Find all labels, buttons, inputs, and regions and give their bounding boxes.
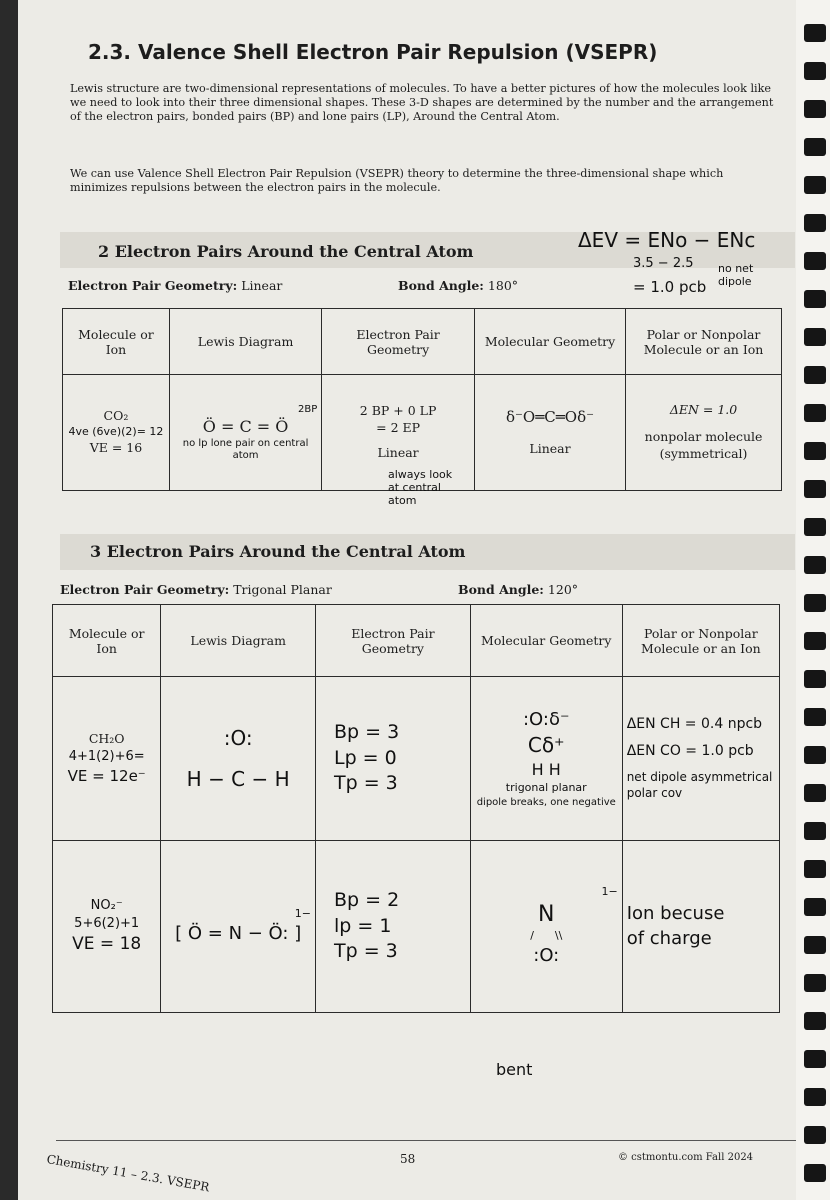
binding-ring [804, 328, 826, 346]
binding-ring [804, 708, 826, 726]
header-lewis: Lewis Diagram [161, 605, 316, 677]
binding-ring [804, 860, 826, 878]
cell-lewis: 1− [ Ö = N − Ö: ] [161, 841, 316, 1013]
binding-ring [804, 518, 826, 536]
binding-ring [804, 974, 826, 992]
workbook-page [18, 0, 798, 1200]
cell-mol-geometry: 1− N / \\ :O: [470, 841, 622, 1013]
section2-title: 2 Electron Pairs Around the Central Atom [98, 242, 474, 261]
cell-lewis: 2BP Ö = C = Ö no lp lone pair on central atom [169, 375, 321, 491]
intro-paragraph-1: Lewis structure are two-dimensional representations of molecules. To have a better pictures of how the molecules look like we need to look into their three dimensional shapes. These 3-D shapes are determined by the number and the arrangement of the electron pairs, bonded pairs (BP) and lone pairs (LP), Around the Central Atom. [70, 82, 774, 123]
section2-table [62, 308, 782, 491]
footer-page-number: 58 [400, 1152, 416, 1166]
annot-calc: 3.5 − 2.5 [633, 256, 694, 271]
header-mol-geometry: Molecular Geometry [474, 309, 625, 375]
section3-table [52, 604, 780, 1013]
binding-ring [804, 670, 826, 688]
header-molecule: Molecule or Ion [53, 605, 161, 677]
section3-row-no2 [53, 841, 780, 1013]
binding-ring [804, 556, 826, 574]
header-ep-geometry: Electron Pair Geometry [315, 605, 470, 677]
header-mol-geometry: Molecular Geometry [470, 605, 622, 677]
binding-ring [804, 442, 826, 460]
annot-bent: bent [496, 1060, 533, 1079]
section2-header-row [63, 309, 782, 375]
footer-divider [56, 1140, 796, 1141]
spiral-binding [796, 0, 830, 1200]
section3-title: 3 Electron Pairs Around the Central Atom [90, 542, 466, 561]
cell-ep-geometry: Bp = 3 Lp = 0 Tp = 3 [315, 677, 470, 841]
binding-ring [804, 1012, 826, 1030]
annot-delta-ev: ΔEV = ENo − ENc [578, 228, 756, 252]
binding-ring [804, 822, 826, 840]
annot-result: = 1.0 pcb [633, 278, 707, 296]
binding-ring [804, 594, 826, 612]
header-lewis: Lewis Diagram [169, 309, 321, 375]
footer-course: Chemistry 11 – 2.3. VSEPR [45, 1152, 211, 1195]
binding-ring [804, 936, 826, 954]
section2-geometry: Electron Pair Geometry: Linear [68, 278, 283, 293]
binding-ring [804, 1164, 826, 1182]
binding-ring [804, 404, 826, 422]
cell-molecule: CO₂ 4ve (6ve)(2)= 12 VE = 16 [63, 375, 170, 491]
binding-ring [804, 1050, 826, 1068]
binding-ring [804, 366, 826, 384]
binding-ring [804, 784, 826, 802]
binding-ring [804, 632, 826, 650]
footer-copyright: © cstmontu.com Fall 2024 [618, 1152, 754, 1163]
cell-polarity: ΔEN CH = 0.4 npcb ΔEN CO = 1.0 pcb net dipole asymmetrical polar cov [622, 677, 779, 841]
section3-row-ch2o [53, 677, 780, 841]
cell-mol-geometry: :O:δ⁻ Cδ⁺ H H trigonal planar dipole breaks, one negative [470, 677, 622, 841]
cell-polarity: Ion becuse of charge [622, 841, 779, 1013]
binding-ring [804, 1126, 826, 1144]
section3-header-row [53, 605, 780, 677]
binding-ring [804, 24, 826, 42]
cell-molecule: NO₂⁻ 5+6(2)+1 VE = 18 [53, 841, 161, 1013]
section3-angle: Bond Angle: 120° [458, 582, 579, 597]
cell-lewis: :O: H − C − H [161, 677, 316, 841]
annot-central-atom: always look at central atom [388, 468, 453, 507]
cell-mol-geometry: δ⁻O═C═Oδ⁻ Linear [474, 375, 625, 491]
section3-geometry: Electron Pair Geometry: Trigonal Planar [60, 582, 332, 597]
intro-paragraph-2: We can use Valence Shell Electron Pair Repulsion (VSEPR) theory to determine the three-dimensional shape which minimizes repulsions between the electron pairs in the molecule. [70, 167, 724, 194]
binding-ring [804, 746, 826, 764]
binding-ring [804, 252, 826, 270]
binding-ring [804, 1088, 826, 1106]
cell-ep-geometry: Bp = 2 lp = 1 Tp = 3 [315, 841, 470, 1013]
binding-ring [804, 290, 826, 308]
cell-molecule: CH₂O 4+1(2)+6= VE = 12e⁻ [53, 677, 161, 841]
header-polarity: Polar or Nonpolar Molecule or an Ion [622, 605, 779, 677]
binding-ring [804, 100, 826, 118]
binding-ring [804, 898, 826, 916]
page-title: 2.3. Valence Shell Electron Pair Repulsion (VSEPR) [88, 40, 658, 64]
header-ep-geometry: Electron Pair Geometry [322, 309, 475, 375]
annot-no-dipole: no net dipole [718, 262, 754, 288]
cell-polarity: ΔEN = 1.0 nonpolar molecule (symmetrical) [626, 375, 782, 491]
binding-ring [804, 480, 826, 498]
cell-ep-geometry: 2 BP + 0 LP = 2 EP Linear [322, 375, 475, 491]
section2-angle: Bond Angle: 180° [398, 278, 519, 293]
header-molecule: Molecule or Ion [63, 309, 170, 375]
binding-ring [804, 138, 826, 156]
binding-ring [804, 214, 826, 232]
header-polarity: Polar or Nonpolar Molecule or an Ion [626, 309, 782, 375]
binding-ring [804, 62, 826, 80]
binding-ring [804, 176, 826, 194]
